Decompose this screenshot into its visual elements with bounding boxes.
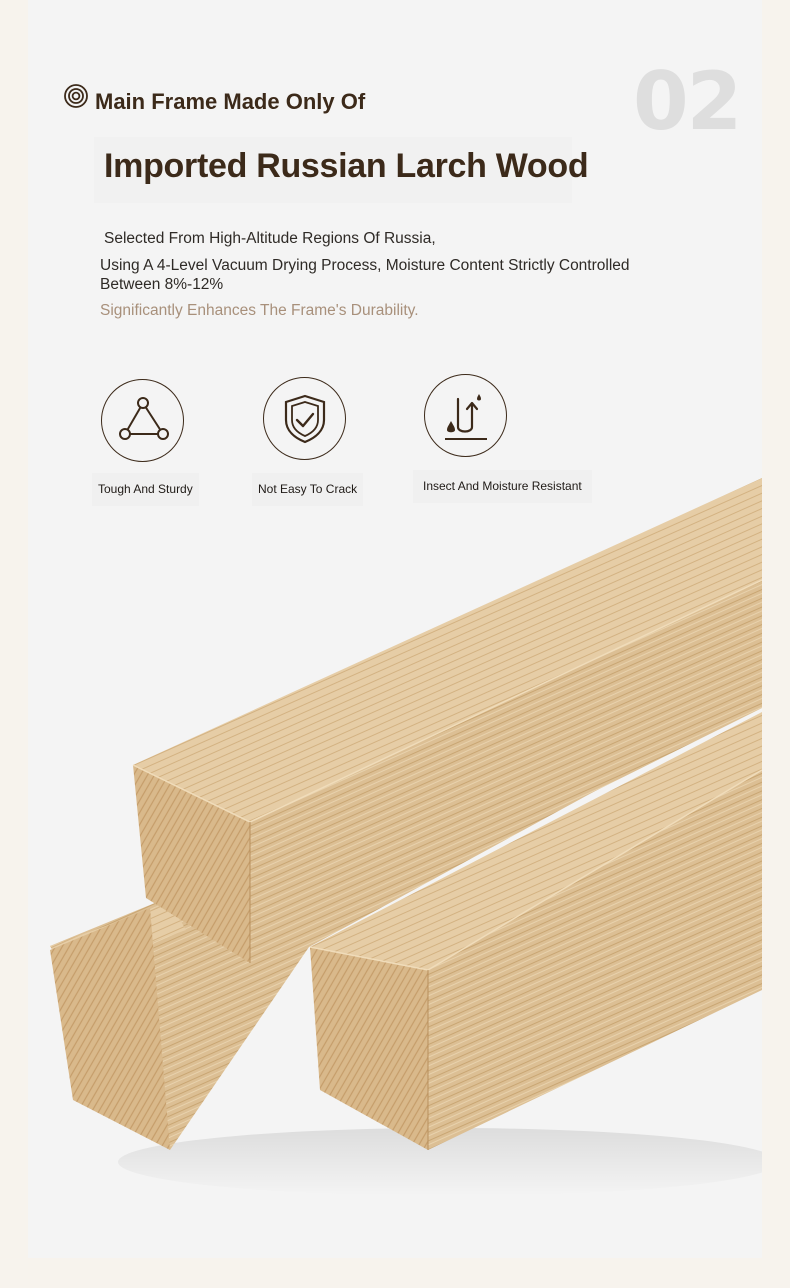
target-icon <box>64 84 88 108</box>
description-highlight: Significantly Enhances The Frame's Durability. <box>100 302 419 319</box>
feature-label: Insect And Moisture Resistant <box>413 470 592 503</box>
feature-label: Tough And Sturdy <box>92 473 199 506</box>
description-line: Using A 4-Level Vacuum Drying Process, Moisture Content Strictly Controlled <box>100 257 630 274</box>
larch-wood-beams-image <box>28 450 762 1258</box>
product-feature-card <box>28 0 762 1258</box>
shield-check-icon <box>263 377 346 460</box>
section-subtitle: Main Frame Made Only Of <box>95 89 366 114</box>
moisture-resistant-icon <box>424 374 507 457</box>
description-line: Between 8%-12% <box>100 276 224 293</box>
section-title: Imported Russian Larch Wood <box>104 147 589 185</box>
section-number: 02 <box>633 55 741 148</box>
description-line: Selected From High-Altitude Regions Of Russia, <box>104 230 436 247</box>
feature-label: Not Easy To Crack <box>252 473 363 506</box>
